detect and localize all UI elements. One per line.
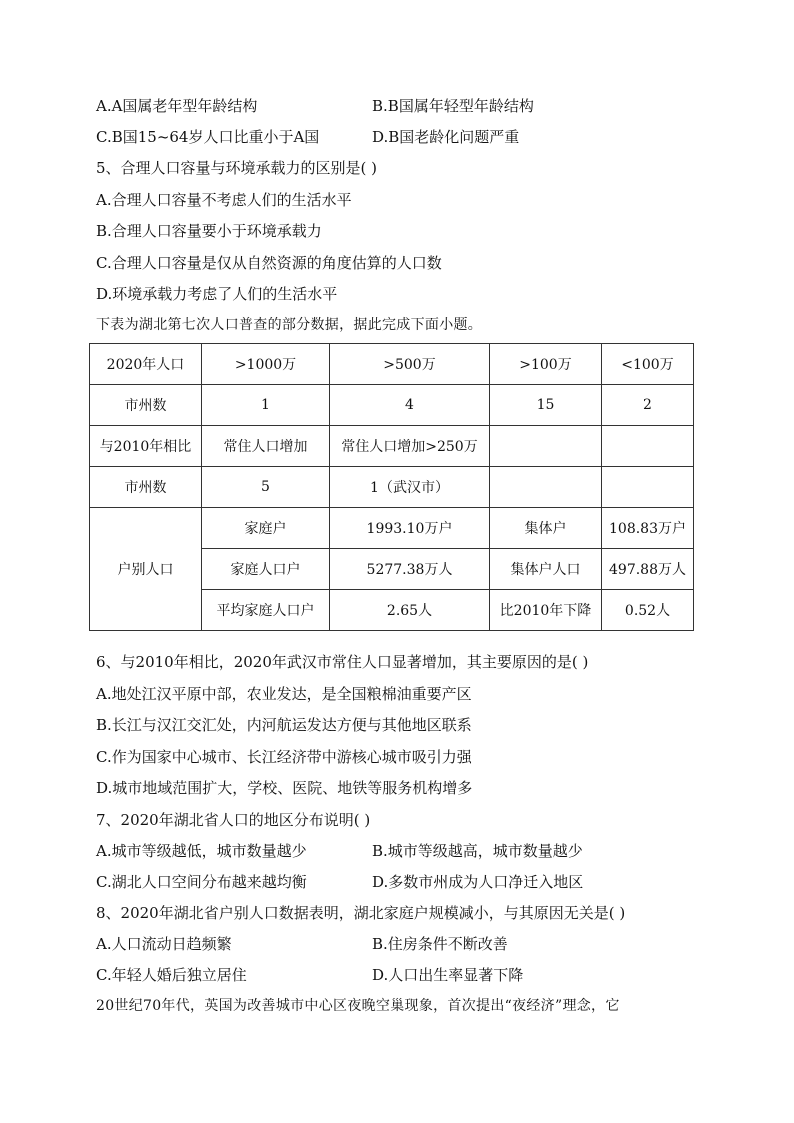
table-cell: >100万 xyxy=(490,344,602,385)
q5-option-c: C.合理人口容量是仅从自然资源的角度估算的人口数 xyxy=(96,254,442,272)
table-cell: 15 xyxy=(490,385,602,426)
q4-option-c: C.B国15~64岁人口比重小于A国 xyxy=(96,128,320,146)
table-cell: 比2010年下降 xyxy=(490,590,602,631)
q6-option-d: D.城市地域范围扩大，学校、医院、地铁等服务机构增多 xyxy=(96,779,473,797)
table-cell: 108.83万户 xyxy=(602,508,694,549)
q5-option-d: D.环境承载力考虑了人们的生活水平 xyxy=(96,285,338,303)
table-row xyxy=(90,385,694,426)
table-cell: 集体户 xyxy=(490,508,602,549)
table-cell: 家庭户 xyxy=(202,508,330,549)
table-intro: 下表为湖北第七次人口普查的部分数据，据此完成下面小题。 xyxy=(96,317,483,333)
q5-option-a: A.合理人口容量不考虑人们的生活水平 xyxy=(96,191,352,209)
table-cell xyxy=(490,426,602,467)
table-cell: <100万 xyxy=(602,344,694,385)
table-cell: 市州数 xyxy=(90,467,202,508)
q5-stem: 5、合理人口容量与环境承载力的区别是( ) xyxy=(96,159,378,177)
table-cell: 497.88万人 xyxy=(602,549,694,590)
table-cell: 常住人口增加 xyxy=(202,426,330,467)
table-cell: 5277.38万人 xyxy=(330,549,490,590)
census-table xyxy=(89,343,694,631)
table-row xyxy=(90,467,694,508)
next-passage: 20世纪70年代，英国为改善城市中心区夜晚空巢现象，首次提出“夜经济”理念，它 xyxy=(96,998,620,1014)
table-cell: 2020年人口 xyxy=(90,344,202,385)
table-cell: 户别人口 xyxy=(90,508,202,631)
q7-option-b: B.城市等级越高，城市数量越少 xyxy=(372,842,583,860)
table-cell: 1 xyxy=(202,385,330,426)
table-cell: >500万 xyxy=(330,344,490,385)
q7-option-a: A.城市等级越低，城市数量越少 xyxy=(96,842,307,860)
q7-options-row-1 xyxy=(96,841,736,861)
table-cell: 市州数 xyxy=(90,385,202,426)
table-cell: 平均家庭人口户 xyxy=(202,590,330,631)
q7-stem: 7、2020年湖北省人口的地区分布说明( ) xyxy=(96,811,371,829)
table-cell: 家庭人口户 xyxy=(202,549,330,590)
q4-options-row-2 xyxy=(96,127,736,147)
q8-stem: 8、2020年湖北省户别人口数据表明，湖北家庭户规模减小，与其原因无关是( ) xyxy=(96,904,626,922)
q6-stem: 6、与2010年相比，2020年武汉市常住人口显著增加，其主要原因的是( ) xyxy=(96,653,589,671)
q7-options-row-2 xyxy=(96,872,736,892)
q7-option-c: C.湖北人口空间分布越来越均衡 xyxy=(96,873,307,891)
table-cell: 2 xyxy=(602,385,694,426)
table-row xyxy=(90,508,694,549)
table-cell: 1993.10万户 xyxy=(330,508,490,549)
q8-option-d: D.人口出生率显著下降 xyxy=(372,966,524,984)
q8-options-row-1 xyxy=(96,934,736,954)
q4-option-a: A.A国属老年型年龄结构 xyxy=(96,97,258,115)
table-cell: 4 xyxy=(330,385,490,426)
table-cell xyxy=(490,467,602,508)
q4-option-b: B.B国属年轻型年龄结构 xyxy=(372,97,534,115)
table-cell: 与2010年相比 xyxy=(90,426,202,467)
q6-option-c: C.作为国家中心城市、长江经济带中游核心城市吸引力强 xyxy=(96,748,472,766)
table-cell: 集体户人口 xyxy=(490,549,602,590)
q8-options-row-2 xyxy=(96,965,736,985)
table-cell: 常住人口增加>250万 xyxy=(330,426,490,467)
table-row xyxy=(90,344,694,385)
table-cell: >1000万 xyxy=(202,344,330,385)
table-cell: 2.65人 xyxy=(330,590,490,631)
table-cell: 5 xyxy=(202,467,330,508)
table-row xyxy=(90,426,694,467)
q6-option-a: A.地处江汉平原中部，农业发达，是全国粮棉油重要产区 xyxy=(96,685,472,703)
q7-option-d: D.多数市州成为人口净迁入地区 xyxy=(372,873,584,891)
table-cell xyxy=(602,426,694,467)
q8-option-a: A.人口流动日趋频繁 xyxy=(96,935,232,953)
q8-option-c: C.年轻人婚后独立居住 xyxy=(96,966,247,984)
q6-option-b: B.长江与汉江交汇处，内河航运发达方便与其他地区联系 xyxy=(96,716,472,734)
q8-option-b: B.住房条件不断改善 xyxy=(372,935,508,953)
q4-option-d: D.B国老龄化问题严重 xyxy=(372,128,520,146)
table-cell: 1（武汉市） xyxy=(330,467,490,508)
table-cell: 0.52人 xyxy=(602,590,694,631)
q4-options-row-1 xyxy=(96,96,736,116)
q5-option-b: B.合理人口容量要小于环境承载力 xyxy=(96,222,322,240)
table-cell xyxy=(602,467,694,508)
